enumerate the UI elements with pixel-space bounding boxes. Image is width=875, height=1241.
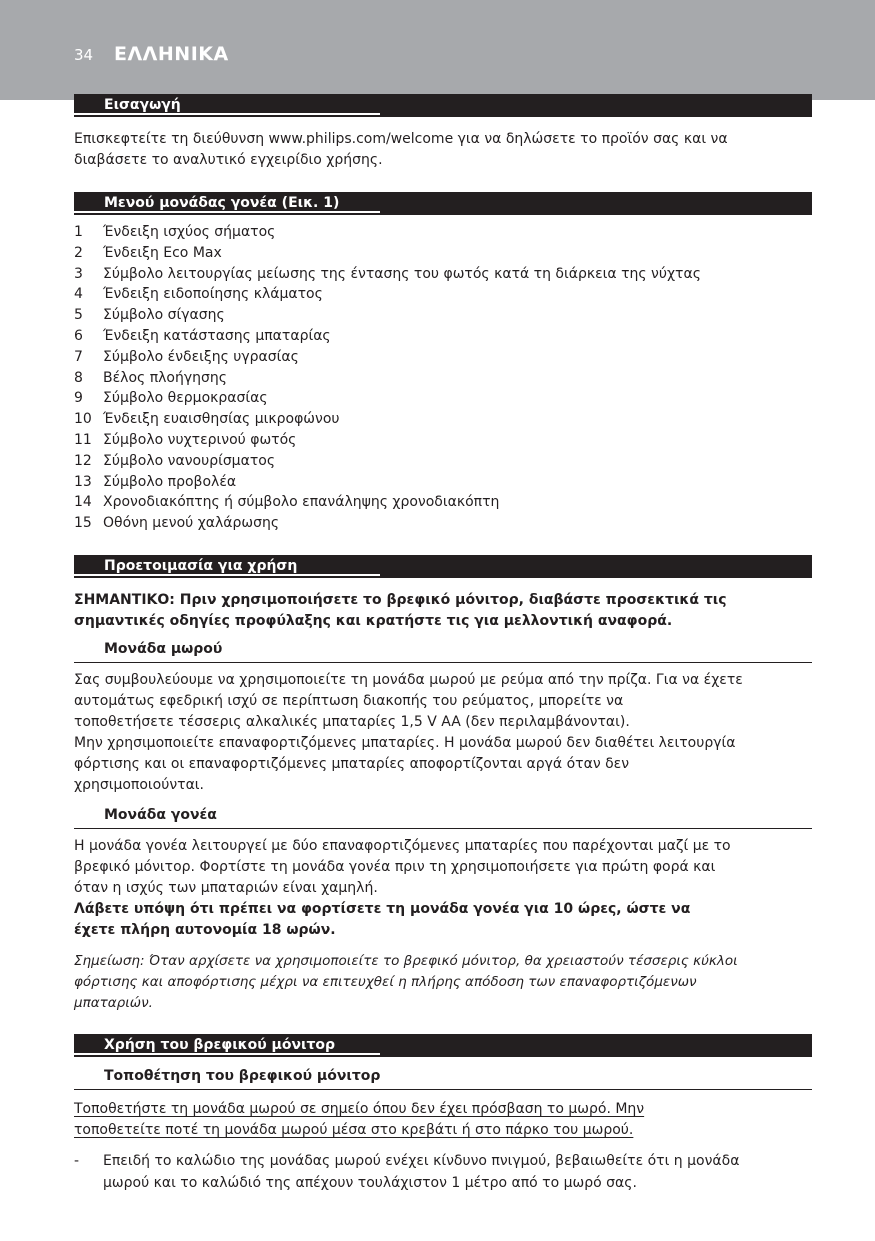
item-label: Σύμβολο λειτουργίας μείωσης της έντασης του φωτός κατά τη διάρκεια της νύχτας [103, 265, 701, 282]
list-item [74, 492, 812, 513]
item-number: 13 [74, 473, 92, 490]
intro-line: Επισκεφτείτε τη διεύθυνση www.philips.com/welcome για να δηλώσετε το προϊόν σας και να [74, 131, 728, 147]
text-line: Σας συμβουλεύουμε να χρησιμοποιείτε τη μονάδα μωρού με ρεύμα από την πρίζα. Για να έχετε [74, 672, 743, 688]
text-line: φόρτισης και οι επαναφορτιζόμενες μπαταρίες αποφορτίζονται αργά όταν δεν [74, 756, 630, 772]
list-item [74, 305, 812, 326]
item-label: Σύμβολο ένδειξης υγρασίας [103, 348, 299, 365]
item-label: Ένδειξη κατάστασης μπαταρίας [103, 327, 331, 344]
subheading-title: Τοποθέτηση του βρεφικού μόνιτορ [104, 1068, 381, 1084]
important-notice [74, 590, 814, 632]
menu-items-list [74, 222, 812, 534]
text-line: χρησιμοποιούνται. [74, 777, 204, 793]
placement-warning [74, 1099, 814, 1141]
page-number: 34 [74, 46, 94, 64]
section-title-menu: Μενού μονάδας γονέα (Εικ. 1) [104, 195, 340, 211]
item-label: Ένδειξη Eco Max [103, 244, 222, 261]
item-number: 7 [74, 348, 83, 365]
note-line: μπαταριών. [74, 995, 153, 1011]
list-item [74, 326, 812, 347]
list-item [74, 368, 812, 389]
list-item [74, 222, 812, 243]
warning-line: Τοποθετήστε τη μονάδα μωρού σε σημείο όπου δεν έχει πρόσβαση το μωρό. Μην [74, 1101, 645, 1117]
warning-line: τοποθετείτε ποτέ τη μονάδα μωρού μέσα στο κρεβάτι ή στο πάρκο του μωρού. [74, 1122, 634, 1138]
language-title: ΕΛΛΗΝΙΚΑ [114, 43, 229, 65]
text-line: τοποθετήσετε τέσσερις αλκαλικές μπαταρίες 1,5 V AA (δεν περιλαμβάνονται). [74, 714, 630, 730]
important-line: ΣΗΜΑΝΤΙΚΟ: Πριν χρησιμοποιήσετε το βρεφικό μόνιτορ, διαβάστε προσεκτικά τις [74, 592, 727, 608]
item-label: Σύμβολο νανουρίσματος [103, 452, 276, 469]
bullet-line: μωρού και το καλώδιό της απέχουν τουλάχιστον 1 μέτρο από το μωρό σας. [103, 1175, 637, 1191]
item-label: Ένδειξη ισχύος σήματος [103, 224, 276, 240]
text-line: Μην χρησιμοποιείτε επαναφορτιζόμενες μπαταρίες. Η μονάδα μωρού δεν διαθέτει λειτουργία [74, 735, 736, 751]
list-item [74, 451, 812, 472]
important-line: σημαντικές οδηγίες προφύλαξης και κρατήστε τις για μελλοντική αναφορά. [74, 613, 673, 629]
text-line: όταν η ισχύς των μπαταριών είναι χαμηλή. [74, 880, 378, 896]
section-header-intro [74, 94, 812, 117]
item-label: Σύμβολο προβολέα [103, 473, 237, 490]
note-paragraph [74, 951, 814, 1014]
item-label: Ένδειξη ειδοποίησης κλάματος [103, 286, 323, 303]
section-header-use [74, 1034, 812, 1057]
section-title-intro: Εισαγωγή [104, 97, 181, 113]
text-line: Η μονάδα γονέα λειτουργεί με δύο επαναφορτιζόμενες μπαταρίες που παρέχονται μαζί με το [74, 838, 731, 854]
header-band [0, 0, 875, 100]
section-title-use: Χρήση του βρεφικού μόνιτορ [104, 1037, 336, 1053]
item-label: Σύμβολο θερμοκρασίας [103, 390, 268, 407]
bold-line: Λάβετε υπόψη ότι πρέπει να φορτίσετε τη μονάδα γονέα για 10 ώρες, ώστε να [74, 901, 691, 917]
item-number: 1 [74, 224, 83, 240]
list-item [74, 430, 812, 451]
note-line: φόρτισης και αποφόρτισης μέχρι να επιτευχθεί η πλήρης απόδοση των επαναφορτιζόμενων [74, 974, 697, 990]
list-item [74, 243, 812, 264]
item-number: 9 [74, 390, 83, 407]
list-item [74, 388, 812, 409]
subheading-placement [74, 1067, 812, 1090]
item-number: 3 [74, 265, 83, 282]
section-header-prep [74, 555, 812, 578]
section-header-menu [74, 192, 812, 215]
subheading-baby-unit [74, 640, 812, 663]
item-number: 11 [74, 431, 92, 448]
bullet-dash: - [74, 1153, 80, 1169]
item-number: 4 [74, 286, 83, 303]
list-item [74, 284, 812, 305]
item-number: 15 [74, 515, 92, 532]
bold-line: έχετε πλήρη αυτονομία 18 ωρών. [74, 922, 336, 938]
item-label: Οθόνη μενού χαλάρωσης [103, 515, 280, 532]
item-label: Βέλος πλοήγησης [103, 369, 227, 386]
item-number: 10 [74, 411, 92, 428]
list-item [74, 472, 812, 493]
item-label: Σύμβολο νυχτερινού φωτός [103, 431, 297, 448]
item-label: Ένδειξη ευαισθησίας μικροφώνου [103, 411, 340, 428]
item-number: 12 [74, 452, 92, 469]
item-number: 6 [74, 327, 83, 344]
item-label: Χρονοδιακόπτης ή σύμβολο επανάληψης χρονοδιακόπτη [103, 494, 500, 511]
item-number: 14 [74, 494, 92, 511]
subheading-title: Μονάδα γονέα [104, 807, 217, 823]
item-number: 8 [74, 369, 83, 386]
subheading-parent-unit [74, 806, 812, 829]
intro-line: διαβάσετε το αναλυτικό εγχειρίδιο χρήσης. [74, 152, 383, 168]
parent-unit-paragraph [74, 836, 814, 941]
bullet-line: Επειδή το καλώδιο της μονάδας μωρού ενέχει κίνδυνο πνιγμού, βεβαιωθείτε ότι η μονάδα [103, 1153, 740, 1169]
list-item [74, 409, 812, 430]
bullet-text [103, 1150, 843, 1194]
item-number: 2 [74, 244, 83, 261]
list-item [74, 264, 812, 285]
list-item [74, 513, 812, 534]
intro-paragraph [74, 129, 814, 171]
baby-unit-paragraph [74, 670, 814, 796]
list-item [74, 347, 812, 368]
section-title-prep: Προετοιμασία για χρήση [104, 558, 298, 574]
subheading-title: Μονάδα μωρού [104, 641, 223, 657]
text-line: βρεφικό μόνιτορ. Φορτίστε τη μονάδα γονέα πριν τη χρησιμοποιήσετε για πρώτη φορά και [74, 859, 716, 875]
item-number: 5 [74, 307, 83, 324]
note-line: Σημείωση: Όταν αρχίσετε να χρησιμοποιείτε το βρεφικό μόνιτορ, θα χρειαστούν τέσσερις κύκλοι [74, 953, 738, 969]
text-line: αυτομάτως εφεδρική ισχύ σε περίπτωση διακοπής του ρεύματος, μπορείτε να [74, 693, 624, 709]
item-label: Σύμβολο σίγασης [103, 307, 225, 324]
